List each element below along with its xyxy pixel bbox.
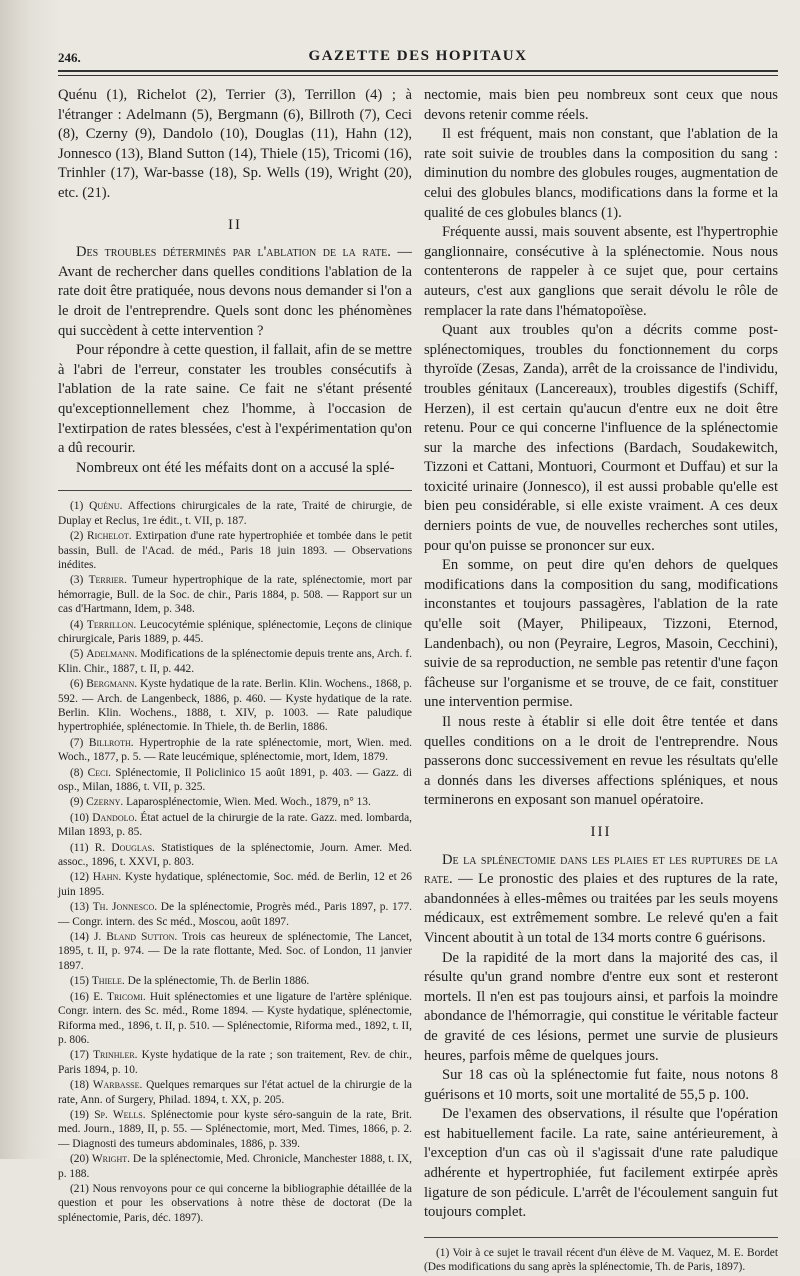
intro-paragraph: Quénu (1), Richelot (2), Terrier (3), Terrillon (4) ; à l'étranger : Adelmann (5), Bergmann (6), Billroth (7), Ceci (8), Czerny (9), Dandolo (10), Douglas (11), Hahn (12), Jonnesco (13), Bland Sutton (14), Thiele (15), Tricomi (16), Trinhler (17), War-basse (18), Sp. Wells (19), Wright (20), etc. (21). <box>58 87 412 201</box>
footnote-text: De la splénectomie, Th. de Berlin 1886. <box>124 975 310 988</box>
footnote-text: Splénectomie, Il Policlinico 15 août 1891, p. 403. — Gazz. di osp., Milan, 1886, t. VII, p. 325. <box>58 766 412 793</box>
footnote-number: (11) <box>70 841 95 854</box>
footnote-text: Laparosplénectomie, Wien. Med. Woch., 1879, n° 13. <box>123 796 371 809</box>
footnote-number: (4) <box>70 618 87 631</box>
footnote-text: Quelques remarques sur l'état actuel de la chirurgie de la rate, Ann. of Surgery, Philad. 1894, t. XX, p. 205. <box>58 1079 412 1106</box>
footnote-text: Affections chirurgicales de la rate, Traité de chirurgie, de Duplay et Reclus, 1re édit., t. VII, p. 187. <box>58 500 412 527</box>
footnote-text: Extirpation d'une rate hypertrophiée et tombée dans le petit bassin, Bull. de l'Acad. de méd., Paris 18 juin 1893. — Observations inédites. <box>58 530 412 571</box>
footnote-author: Th. Jonnesco. <box>92 901 158 914</box>
footnote-text: De la splénectomie, Med. Chronicle, Manchester 1888, t. IX, p. 188. <box>58 1153 412 1180</box>
footnote-number: (17) <box>70 1049 94 1062</box>
footnote <box>58 990 412 1048</box>
footnote-number: (12) <box>70 871 93 884</box>
footnote-author: Terrier. <box>88 574 127 587</box>
footnote-author: Czerny. <box>86 796 124 809</box>
footnote-text: Nous renvoyons pour ce qui concerne la bibliographie détaillée de la question et pour les observations à notre thèse de doctorat (De la splénectomie, Paris, déc. 1897). <box>58 1182 412 1224</box>
header-rule <box>58 70 778 76</box>
footnote-number: (14) <box>70 931 94 944</box>
footnote <box>58 1182 412 1225</box>
two-column-body <box>58 86 778 1276</box>
footnote-text: Kyste hydatique de la rate ; son traitement, Rev. de chir., Paris 1894, p. 10. <box>58 1049 412 1076</box>
footnote <box>58 1078 412 1107</box>
footnote-number: (19) <box>70 1108 95 1121</box>
right-paragraph-8: Sur 18 cas où la splénectomie fut faite, nous notons 8 guérisons et 10 morts, soit une mortalité de 55,5 p. 100. <box>424 1067 778 1103</box>
footnote-number: (18) <box>70 1079 93 1092</box>
right-column <box>424 86 778 1276</box>
footnote-number: (16) <box>70 990 94 1003</box>
footnote <box>58 974 412 988</box>
footnote <box>58 1108 412 1151</box>
footnote-text: Leucocytémie splénique, splénectomie, Leçons de clinique chirurgicale, Paris 1889, p. 445. <box>58 618 412 645</box>
footnote-author: J. Bland Sutton. <box>93 931 178 944</box>
footnote-text: Huit splénectomies et une ligature de l'artère splénique. Congr. intern. des Sc. méd., Rome 1894. — Kyste hydatique, splénectomie, Riforma med., 1896, t. II, p. 510. — Splénectomie, Riforma med., 1892, t. II, p. 806. <box>58 990 412 1046</box>
left-paragraph-3: Nombreux ont été les méfaits dont on a accusé la splé- <box>76 459 395 476</box>
footnote-text: Hypertrophie de la rate splénectomie, mort, Wien. med. Woch., 1877, p. 5. — Rate leucémique, splénectomie, mort, Idem, 1879. <box>58 736 412 764</box>
footnote <box>58 811 412 840</box>
footnote <box>58 647 412 676</box>
footnote-author: Billroth. <box>88 736 134 749</box>
footnote-text: Kyste hydatique de la rate. Berlin. Klin. Wochens., 1868, p. 592. — Arch. de Langenbeck, 1886, p. 460. — Kyste hydatique de la rate. Berlin. Klin. Wochens., 1888, t. XIV, p. 1003. — Rate paludique hypertrophiée, splénectomie. In Thiele, th. de Berlin, 1886. <box>58 678 412 734</box>
page-number: 246. <box>58 50 81 65</box>
footnote <box>58 930 412 973</box>
footnote-author: Ceci. <box>87 766 112 779</box>
footnote-number: (20) <box>70 1153 92 1166</box>
right-paragraph-4: Quant aux troubles qu'on a décrits comme post-splénectomiques, troubles du fonctionnement du corps thyroïde (Zesas, Zanda), arrêt de la croissance de l'individu, troubles génitaux (Lancereaux), troubles digestifs (Schiff, Herzen), il est certain qu'aucun d'entre eux ne doit être retenu. Pour ce qui concerne l'influence de la splénectomie sur la marche des infections (Bardach, Soudakewitch, Tizzoni et Cattani, Montuori, Courmont et Duffau) et sur la toxicité urinaire (Jonnesco), il est aussi probable qu'elle est bien peu considérable, si elle existe vraiment. A ces deux derniers points de vue, de nouvelles recherches sont utiles, pour qu'on puisse se prononcer sur eux. <box>424 322 778 554</box>
footnote <box>58 1152 412 1181</box>
footnote-author: Hahn. <box>92 871 122 884</box>
page-header <box>58 42 778 68</box>
left-paragraph-2: Pour répondre à cette question, il fallait, afin de se mettre à l'abri de l'erreur, constater les troubles consécutifs à l'ablation de la rate saine. Ce fait ne s'étant présenté qu'exceptionnellement chez l'homme, à l'occasion de l'extirpation de rates blessées, c'est à l'expérimentation qu'on a dû recourir. <box>58 342 412 457</box>
footnote-author: Dandolo. <box>92 811 138 824</box>
footnote-number: (8) <box>70 766 88 779</box>
footnote-author: Terrillon. <box>86 618 137 631</box>
section-iii-title: De la splénectomie dans les plaies et les ruptures de la rate. <box>424 851 778 888</box>
journal-title: GAZETTE DES HOPITAUX <box>308 48 528 64</box>
footnote-author: Bergmann. <box>86 678 138 691</box>
footnote-author: Warbasse. <box>92 1079 143 1092</box>
footnote-number: (10) <box>70 811 93 824</box>
footnote <box>58 766 412 795</box>
footnote-number: (3) <box>70 574 89 587</box>
footnote-author: Richelot. <box>87 530 132 543</box>
footnotes-right <box>424 1246 778 1275</box>
footnote <box>58 529 412 572</box>
right-paragraph-3: Fréquente aussi, mais souvent absente, est l'hypertrophie ganglionnaire, consécutive à la splénectomie. Nous nous contenterons de rappeler à ce sujet que, pour certains auteurs, c'est aux ganglions que serait dévolu le rôle de remplacer la rate dans l'hématopoïèse. <box>424 224 778 319</box>
footnote-text: Statistiques de la splénectomie, Journ. Amer. Med. assoc., 1896, t. XXVI, p. 803. <box>58 841 412 869</box>
footnote <box>58 736 412 765</box>
footnote-text: Voir à ce sujet le travail récent d'un élève de M. Vaquez, M. E. Bordet (Des modifications du sang après la splénectomie, Th. de Paris, 1897). <box>424 1246 778 1274</box>
footnote-text: Kyste hydatique, splénectomie, Soc. méd. de Berlin, 12 et 26 juin 1895. <box>58 871 412 898</box>
footnote-number: (7) <box>70 736 89 749</box>
footnotes-left <box>58 499 412 1225</box>
footnote-number: (2) <box>70 530 87 543</box>
footnote-text: De la splénectomie, Progrès méd., Paris 1897, p. 177. — Congr. intern. des Sc méd., Moscou, août 1897. <box>58 901 412 928</box>
footnote-text: Tumeur hypertrophique de la rate, splénectomie, mort par hémorragie, Bull. de la Soc. de chir., Paris 1884, p. 508. — Rapport sur un cas d'Hartmann, Idem, p. 348. <box>58 574 412 616</box>
footnote <box>58 1048 412 1077</box>
footnote-text: Splénectomie pour kyste séro-sanguin de la rate, Brit. med. Journ., 1889, II, p. 55. — Splénectomie, mort, Med. Times, 1866, p. 2. — Diagnosti des tumeurs abdominales, 1886, p. 339. <box>58 1108 413 1150</box>
footnote-author: E. Tricomi. <box>93 990 146 1003</box>
footnote-text: Modifications de la splénectomie depuis trente ans, Arch. f. Klin. Chir., 1887, t. II, p. 442. <box>58 648 412 675</box>
footnote <box>58 677 412 735</box>
footnote-author: Sp. Wells. <box>94 1108 146 1121</box>
footnote <box>58 499 412 528</box>
footnote-number: (1) <box>436 1246 453 1259</box>
footnote-number: (15) <box>70 975 92 988</box>
footnote <box>424 1246 778 1275</box>
footnote <box>58 573 412 616</box>
footnote-author: Quénu. <box>89 500 123 513</box>
section-number-iii: III <box>590 823 612 840</box>
section-ii-text: — Avant de rechercher dans quelles conditions l'ablation de la rate doit être pratiquée, nous devons nous demander si l'on a le droit de l'entreprendre. Quels sont donc les phénomènes qui succèdent à cette intervention ? <box>58 244 412 339</box>
section-number-ii: II <box>228 216 242 233</box>
footnote-text: État actuel de la chirurgie de la rate. Gazz. med. lombarda, Milan 1893, p. 85. <box>58 811 412 839</box>
footnote <box>58 618 412 647</box>
footnote-author: Thiele. <box>91 975 125 988</box>
footnote <box>58 795 412 809</box>
right-paragraph-1: nectomie, mais bien peu nombreux sont ceux que nous devons retenir comme réels. <box>424 87 778 123</box>
footnote-number: (9) <box>70 796 87 809</box>
right-paragraph-5: En somme, on peut dire qu'en dehors de quelques modifications dans la composition du sang, modifications inconstantes et toujours passagères, l'ablation de la rate qu'elle soit (Mayer, Philipeaux, Tizzoni, Eternod, Landenbach), ou non (Peyraire, Legros, Masoin, Cecchini), suivie de sa reproduction, ne semble pas retentir d'une façon fâcheuse sur l'organisme et se trouve, de ce fait, constituer une intervention permise. <box>424 557 778 711</box>
left-column <box>58 86 412 1276</box>
right-paragraph-9: De l'examen des observations, il résulte que l'opération est habituellement facile. La rate, saine antérieurement, à l'exception d'un cas où il s'agissait d'une rate paludique adhérente et hypertrophiée, fut facilement extirpée après ligature de son pédicule. L'arrêt de l'écoulement sanguin fut toujours complet. <box>424 1106 778 1221</box>
right-paragraph-6: Il nous reste à établir si elle doit être tentée et dans quelles conditions on a le droit de l'entreprendre. Nous passerons donc successivement en revue les résultats qu'elle a donnés dans les diverses affections spléniques, et nous terminerons en exposant son manuel opératoire. <box>424 714 778 809</box>
right-paragraph-7: De la rapidité de la mort dans la majorité des cas, il résulte qu'un grand nombre d'entre eux sont et resteront mortels. Il n'en est pas toujours ainsi, et parfois la moindre abondance de l'hémorragie, qui constitue le véritable facteur de gravité de ces lésions, permet une survie de plusieurs heures, parfois même de quelques jours. <box>424 949 778 1064</box>
section-ii-paragraph <box>58 243 412 341</box>
footnotes-rule-right <box>424 1237 778 1238</box>
section-iii-paragraph <box>424 851 778 949</box>
footnote <box>58 870 412 899</box>
right-paragraph-2: Il est fréquent, mais non constant, que l'ablation de la rate soit suivie de troubles dans la composition du sang : diminution du nombre des globules rouges, augmentation de celui des globules blancs, modifications dans la forme et la qualité de ces globules blancs (1). <box>424 126 778 221</box>
footnote-author: R. Douglas. <box>94 841 155 854</box>
footnote-author: Trinhler. <box>93 1049 138 1062</box>
footnote <box>58 900 412 929</box>
footnote <box>58 841 412 870</box>
footnote-author: Wright. <box>91 1153 130 1166</box>
footnotes-rule <box>58 490 412 491</box>
section-ii-title: Des troubles déterminés par l'ablation de la rate. <box>76 244 391 261</box>
footnote-number: (5) <box>70 648 87 661</box>
footnote-number: (1) <box>70 500 90 513</box>
footnote-author: Adelmann. <box>86 648 138 661</box>
footnote-text: Trois cas heureux de splénectomie, The Lancet, 1895, t. II, p. 974. — De la rate flottante, Med. Soc. of London, 11 janvier 1897. <box>58 931 412 972</box>
footnote-number: (6) <box>70 678 87 691</box>
footnote-number: (13) <box>70 901 93 914</box>
section-iii-text: — Le pronostic des plaies et des ruptures de la rate, abandonnées à elles-mêmes ou traitées par les seuls moyens médicaux, est extrêmement sombre. Le relevé qu'en a fait Vincent aboutit à un total de 134 morts contre 6 guérisons. <box>424 871 778 946</box>
footnote-number: (21) <box>70 1182 93 1195</box>
